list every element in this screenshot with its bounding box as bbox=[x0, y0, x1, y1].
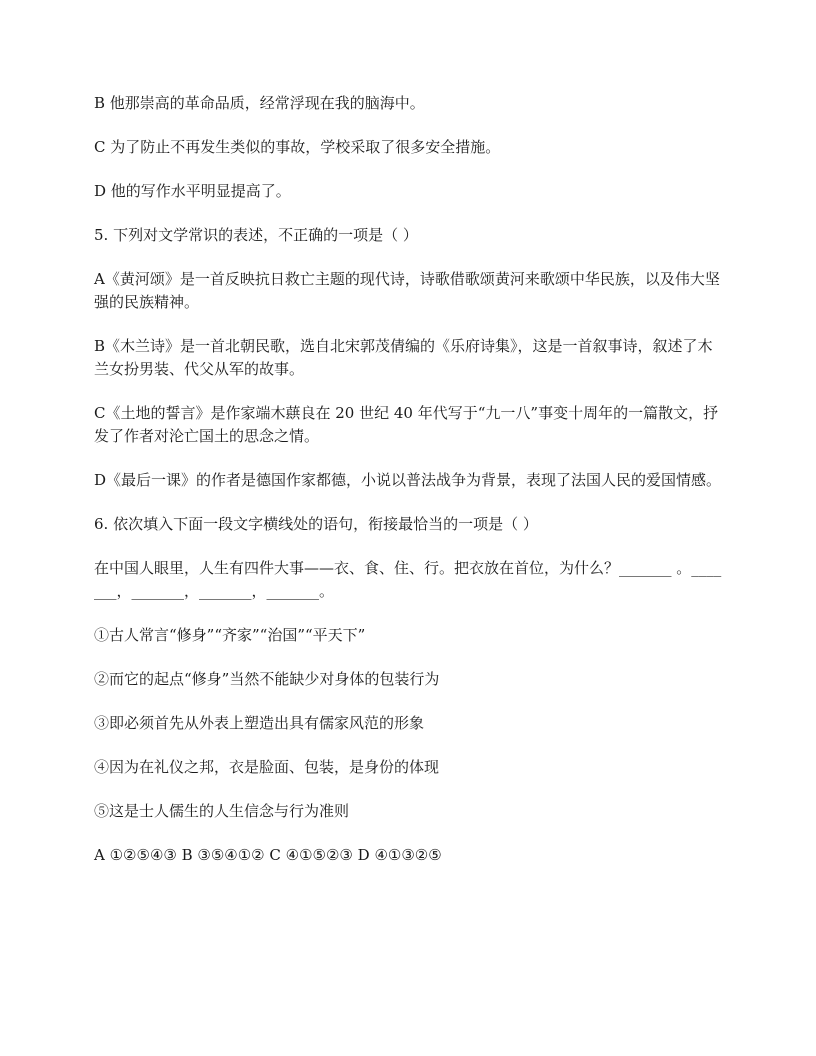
sentence-1: ①古人常言“修身”“齐家”“治国”“平天下” bbox=[94, 626, 366, 644]
question-5: 5. 下列对文学常识的表述，不正确的一项是（ ） bbox=[94, 226, 418, 244]
answer-choices-q6: A ①②⑤④③ B ③⑤④①② C ④①⑤②③ D ④①③②⑤ bbox=[94, 846, 442, 864]
document-body bbox=[94, 92, 726, 888]
option-b-q5: B《木兰诗》是一首北朝民歌，选自北宋郭茂倩编的《乐府诗集》，这是一首叙事诗，叙述了木兰女扮男装、代父从军的故事。 bbox=[94, 337, 713, 378]
sentence-5: ⑤这是士人儒生的人生信念与行为准则 bbox=[94, 802, 350, 820]
option-d-q5: D《最后一课》的作者是德国作家都德，小说以普法战争为背景，表现了法国人民的爱国情感。 bbox=[94, 471, 722, 489]
option-b-q4: B 他那崇高的革命品质，经常浮现在我的脑海中。 bbox=[94, 94, 425, 112]
sentence-3: ③即必须首先从外表上塑造出具有儒家风范的形象 bbox=[94, 714, 425, 732]
option-d-q4: D 他的写作水平明显提高了。 bbox=[94, 182, 291, 200]
sentence-4: ④因为在礼仪之邦，衣是脸面、包装，是身份的体现 bbox=[94, 758, 440, 776]
sentence-2: ②而它的起点“修身”当然不能缺少对身体的包装行为 bbox=[94, 670, 440, 688]
question-6-passage: 在中国人眼里，人生有四件大事——衣、食、住、行。把衣放在首位，为什么？_______ 。_______，_______，_______，_______。 bbox=[94, 559, 722, 600]
option-a-q5: A《黄河颂》是一首反映抗日救亡主题的现代诗，诗歌借歌颂黄河来歌颂中华民族，以及伟大坚强的民族精神。 bbox=[94, 270, 720, 311]
option-c-q5: C《土地的誓言》是作家端木蕻良在 20 世纪 40 年代写于“九一八”事变十周年的一篇散文，抒发了作者对沦亡国土的思念之情。 bbox=[94, 404, 719, 445]
question-6: 6. 依次填入下面一段文字横线处的语句，衔接最恰当的一项是（ ） bbox=[94, 515, 538, 533]
option-c-q4: C 为了防止不再发生类似的事故，学校采取了很多安全措施。 bbox=[94, 138, 501, 156]
